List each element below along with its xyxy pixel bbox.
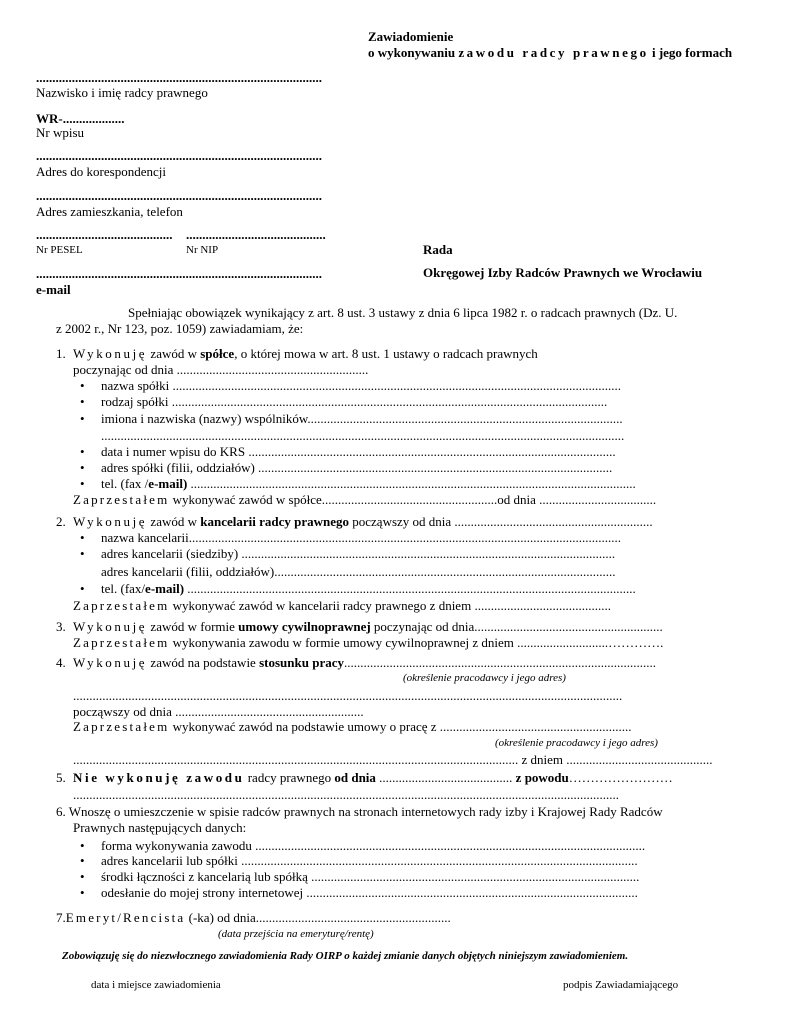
doc-subtitle: o wykonywaniu zawodu radcy prawnego i jego formach (368, 45, 733, 60)
address-label: Adres do korespondencji (36, 164, 166, 179)
s4-heading[interactable]: 4. Wykonuję zawód na podstawie stosunku pracy................................................................................................ (56, 655, 656, 670)
s1-company-name[interactable]: • nazwa spółki .......................................................................................................................................... (101, 378, 621, 393)
s4-employer-note: (określenie pracodawcy i jego adres) (403, 672, 566, 684)
residence-label: Adres zamieszkania, telefon (36, 204, 183, 219)
s1-start-field[interactable]: poczynając od dnia ........................................................... (73, 362, 369, 377)
s6-website[interactable]: • odesłanie do mojej strony internetowej ...................................................................................................... (101, 885, 638, 900)
s7-note: (data przejścia na emeryturę/rentę) (218, 928, 374, 940)
recipient-line1: Rada (423, 242, 453, 257)
s5-reason-cont[interactable]: ........................................................................................................................................................................ (73, 787, 619, 802)
s1-krs[interactable]: • data i numer wpisu do KRS ................................................................................................................. (101, 444, 616, 459)
s2-stop[interactable]: Zaprzestałem wykonywać zawód w kancelarii radcy prawnego z dniem .......................................... (73, 598, 611, 613)
pesel-field[interactable]: .......................................... (36, 227, 173, 242)
intro-line2: z 2002 r., Nr 123, poz. 1059) zawiadamiam, że: (56, 321, 304, 336)
address-field[interactable]: ........................................................................................ (36, 148, 322, 163)
email-label: e-mail (36, 282, 71, 297)
s6-form[interactable]: • forma wykonywania zawodu ........................................................................................................................ (101, 838, 645, 853)
s2-office-address[interactable]: • adres kancelarii (siedziby) ................................................................................................................... (101, 546, 615, 561)
s1-partners[interactable]: • imiona i nazwiska (nazwy) wspólników................................................................................................. (101, 411, 623, 426)
date-place-label: data i miejsce zawiadomienia (91, 979, 221, 991)
s4-stop[interactable]: Zaprzestałem wykonywać zawód na podstawie umowy o pracę z ........................................................... (73, 719, 632, 734)
s4-start-field[interactable]: począwszy od dnia .......................................................... (73, 704, 364, 719)
s2-phone[interactable]: • tel. (fax/e-mail) .......................................................................................................................................... (101, 581, 636, 596)
nip-label: Nr NIP (186, 244, 219, 256)
s4-employer-cont[interactable]: ......................................................................................................................................................................... (73, 688, 623, 703)
s4-stop-date[interactable]: ......................................................................................................................................... z dniem ............................................. (73, 752, 713, 767)
email-field[interactable]: ........................................................................................ (36, 266, 322, 281)
nip-field[interactable]: ........................................... (186, 227, 326, 242)
s1-stop[interactable]: Zaprzestałem wykonywać zawód w spółce......................................................od dnia .................................... (73, 492, 657, 507)
obligation-statement: Zobowiązuję się do niezwłocznego zawiadomienia Rady OIRP o każdej zmianie danych objętych niniejszym zawiadomieniem. (62, 950, 629, 962)
name-field[interactable]: ........................................................................................ (36, 70, 322, 85)
signature-label: podpis Zawiadamiającego (563, 979, 679, 991)
intro-line1: Spełniając obowiązek wynikający z art. 8 ust. 3 ustawy z dnia 6 lipca 1982 r. o radcach prawnych (Dz. U. (128, 305, 678, 320)
s6-contact[interactable]: • środki łączności z kancelarią lub spółką ..................................................................................................... (101, 869, 639, 884)
s3-heading[interactable]: 3. Wykonuję zawód w formie umowy cywilnoprawnej poczynając od dnia.......................................................... (56, 619, 663, 634)
s7-heading[interactable]: 7.Emeryt/Rencista (-ka) od dnia............................................................ (56, 910, 451, 925)
s1-company-address[interactable]: • adres spółki (filii, oddziałów) ............................................................................................................. (101, 460, 612, 475)
pesel-label: Nr PESEL (36, 244, 83, 256)
s2-heading: 2. Wykonuję zawód w kancelarii radcy prawnego począwszy od dnia ............................................................. (56, 514, 653, 529)
s5-heading[interactable]: 5. Nie wykonuję zawodu radcy prawnego od dnia ......................................... z powodu…………………… (56, 770, 673, 785)
s1-company-type[interactable]: • rodzaj spółki ...................................................................................................................................... (101, 394, 607, 409)
s6-address[interactable]: • adres kancelarii lub spółki .......................................................................................................................... (101, 853, 638, 868)
s2-office-name[interactable]: • nazwa kancelarii..................................................................................................................................... (101, 530, 621, 545)
name-label: Nazwisko i imię radcy prawnego (36, 85, 208, 100)
s1-phone[interactable]: • tel. (fax /e-mail) ......................................................................................................................................... (101, 476, 636, 491)
s6-line1: 6. Wnoszę o umieszczenie w spisie radców prawnych na stronach internetowych rady izby i Krajowej Rady Radców (56, 804, 663, 819)
nr-wpisu-label: Nr wpisu (36, 125, 85, 140)
s1-heading: 1. Wykonuję zawód w spółce, o której mowa w art. 8 ust. 1 ustawy o radcach prawnych (56, 346, 538, 361)
s3-stop[interactable]: Zaprzestałem wykonywania zawodu w formie umowy cywilnoprawnej z dniem ............................…………. (73, 635, 664, 650)
wr-field[interactable]: WR-................... (36, 111, 125, 126)
s4-employer-note-2: (określenie pracodawcy i jego adres) (495, 737, 658, 749)
s1-partners-cont[interactable]: ................................................................................................................................................................. (101, 428, 625, 443)
s6-line2: Prawnych następujących danych: (73, 820, 247, 835)
s2-branch-address[interactable]: adres kancelarii (filii, oddziałów)......................................................................................................... (101, 564, 616, 579)
recipient-line2: Okręgowej Izby Radców Prawnych we Wrocławiu (423, 265, 703, 280)
residence-field[interactable]: ........................................................................................ (36, 188, 322, 203)
doc-title: Zawiadomienie (368, 29, 454, 44)
